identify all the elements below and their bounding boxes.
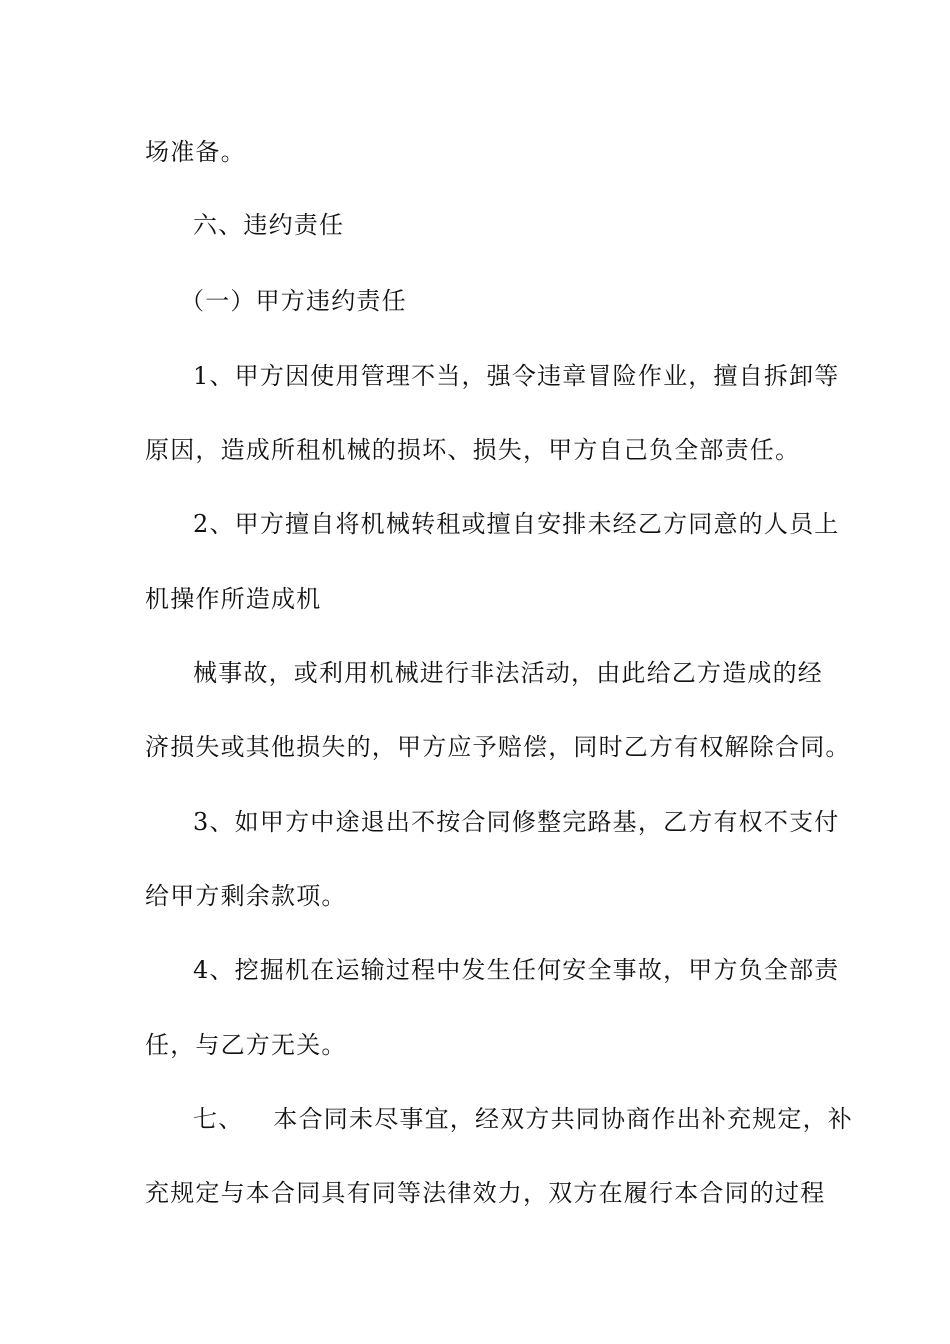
paragraph-line: 充规定与本合同具有同等法律效力，双方在履行本合同的过程 bbox=[145, 1179, 826, 1207]
paragraph-line: 3、如甲方中途退出不按合同修整完路基，乙方有权不支付 bbox=[193, 808, 840, 836]
paragraph-line: 1、甲方因使用管理不当，强令违章冒险作业，擅自拆卸等 bbox=[193, 362, 840, 390]
paragraph-line: 任，与乙方无关。 bbox=[145, 1031, 347, 1059]
paragraph-line: 原因，造成所租机械的损坏、损失，甲方自己负全部责任。 bbox=[145, 436, 801, 464]
paragraph-line: 机操作所造成机 bbox=[145, 585, 322, 613]
subsection-heading-party-a-breach: （一）甲方违约责任 bbox=[180, 287, 407, 315]
section-heading-breach-liability: 六、违约责任 bbox=[193, 211, 345, 239]
paragraph-line-section-seven bbox=[193, 1103, 853, 1135]
paragraph-line: 给甲方剩余款项。 bbox=[145, 882, 347, 910]
paragraph-line: 场准备。 bbox=[145, 138, 246, 166]
paragraph-line: 济损失或其他损失的，甲方应予赔偿，同时乙方有权解除合同。 bbox=[145, 733, 851, 761]
section-seven-text: 本合同未尽事宜，经双方共同协商作出补充规定，补 bbox=[273, 1105, 854, 1133]
paragraph-line: 械事故，或利用机械进行非法活动，由此给乙方造成的经 bbox=[193, 659, 823, 687]
paragraph-line: 2、甲方擅自将机械转租或擅自安排未经乙方同意的人员上 bbox=[193, 510, 840, 538]
paragraph-line: 4、挖掘机在运输过程中发生任何安全事故，甲方负全部责 bbox=[193, 956, 840, 984]
section-seven-label: 七、 bbox=[193, 1105, 244, 1133]
